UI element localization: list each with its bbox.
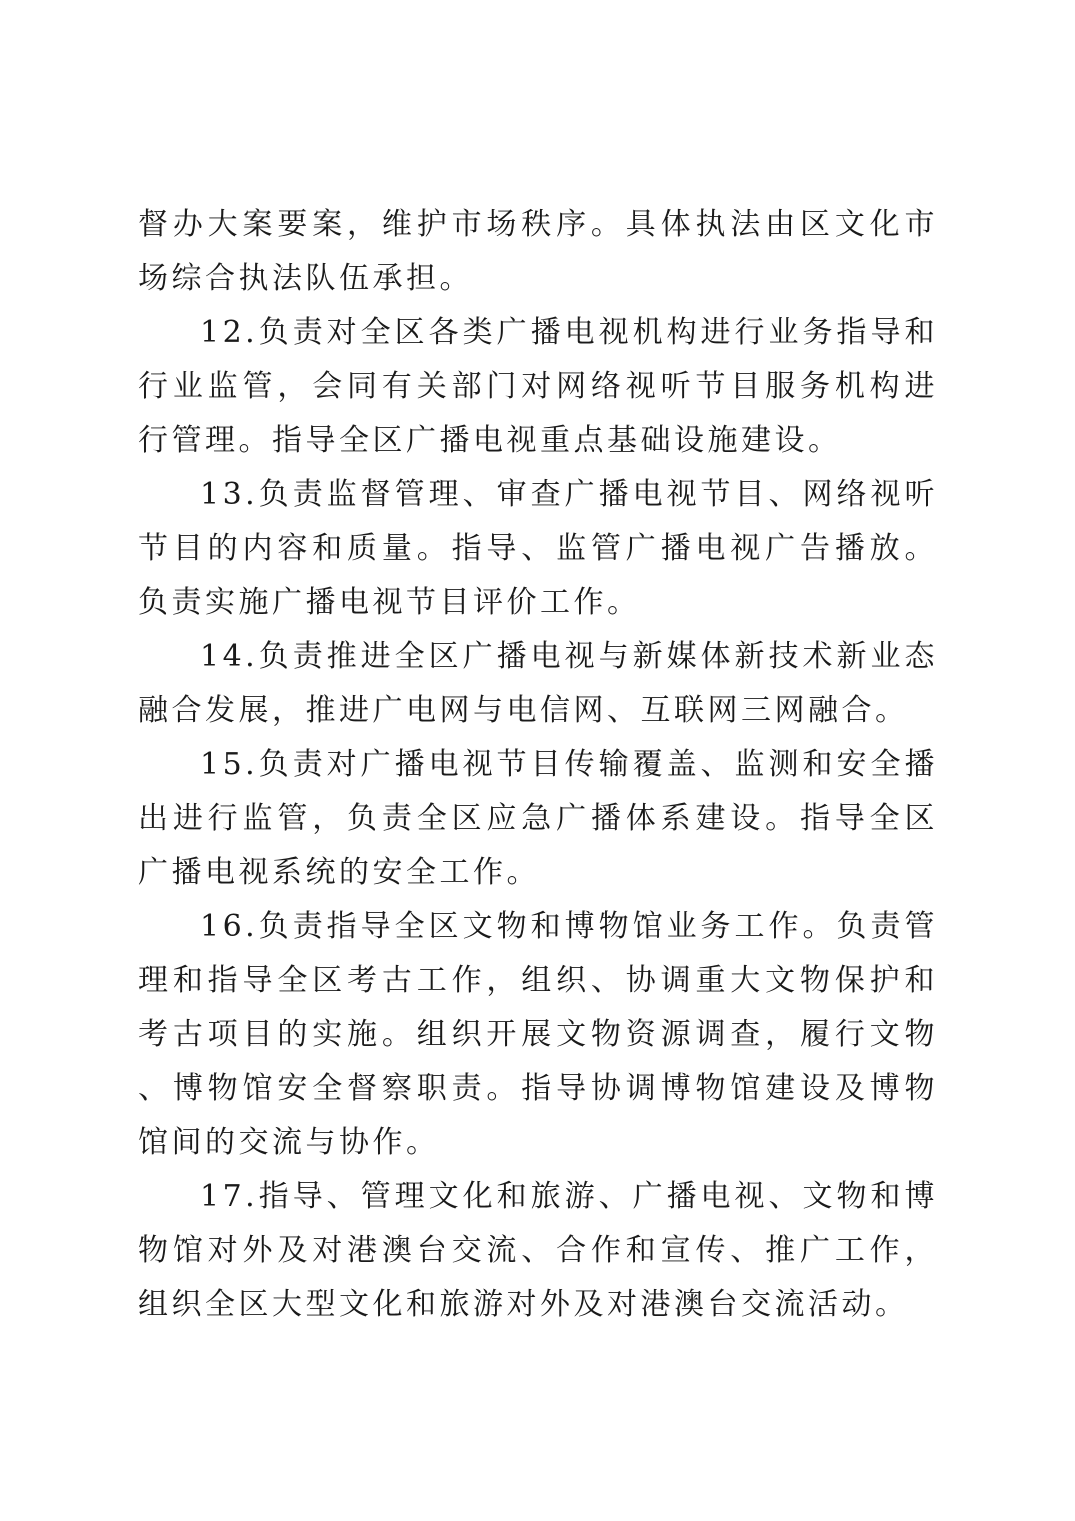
- paragraph-item-13: 13.负责监督管理、审查广播电视节目、网络视听节目的内容和质量。指导、监管广播电视广告播放。负责实施广播电视节目评价工作。: [138, 477, 938, 620]
- paragraph-item-17: 17.指导、管理文化和旅游、广播电视、文物和博物馆对外及对港澳台交流、合作和宣传、推广工作，组织全区大型文化和旅游对外及对港澳台交流活动。: [138, 1179, 938, 1322]
- document-body: [138, 198, 938, 1332]
- paragraph-continuation: 督办大案要案，维护市场秩序。具体执法由区文化市场综合执法队伍承担。: [138, 207, 938, 296]
- paragraph-item-12: 12.负责对全区各类广播电视机构进行业务指导和行业监管，会同有关部门对网络视听节目服务机构进行管理。指导全区广播电视重点基础设施建设。: [138, 315, 938, 458]
- paragraph-item-15: 15.负责对广播电视节目传输覆盖、监测和安全播出进行监管，负责全区应急广播体系建设。指导全区广播电视系统的安全工作。: [138, 747, 938, 890]
- paragraph-item-14: 14.负责推进全区广播电视与新媒体新技术新业态融合发展，推进广电网与电信网、互联网三网融合。: [138, 639, 938, 728]
- paragraph-item-16: 16.负责指导全区文物和博物馆业务工作。负责管理和指导全区考古工作，组织、协调重大文物保护和考古项目的实施。组织开展文物资源调查，履行文物、博物馆安全督察职责。指导协调博物馆建设及博物馆间的交流与协作。: [138, 909, 938, 1160]
